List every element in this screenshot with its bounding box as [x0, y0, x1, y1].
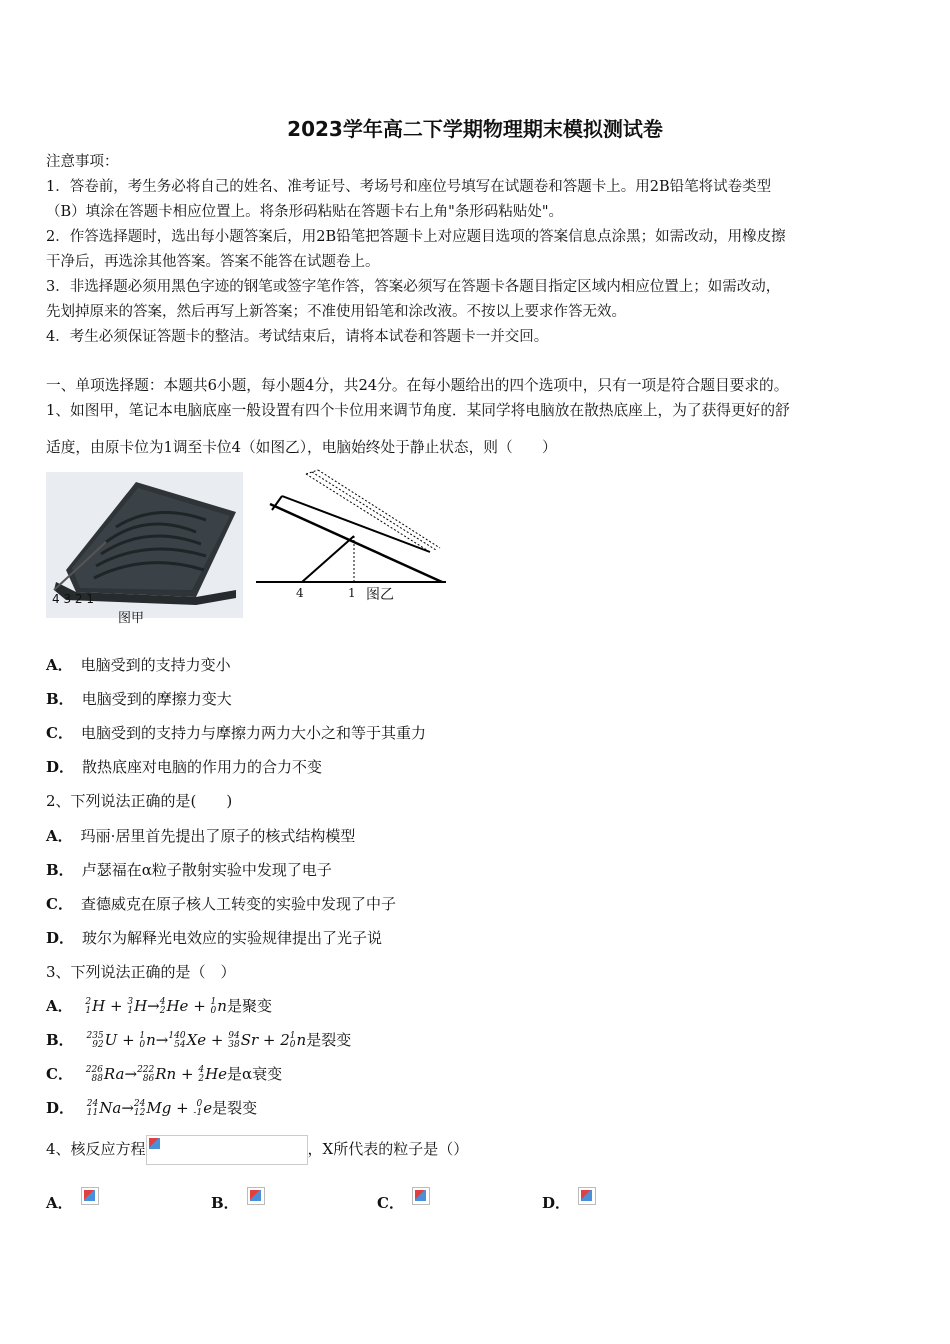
option-text: 卢瑟福在α粒子散射实验中发现了电子 — [81, 861, 332, 879]
q3-option-a[interactable] — [46, 995, 272, 1017]
laptop-stand-photo — [46, 472, 243, 626]
q4-option-d[interactable] — [542, 1192, 596, 1214]
notice-line: 1．答卷前，考生务必将自己的姓名、准考证号、考场号和座位号填写在试题卷和答题卡上。用2B铅笔将试卷类型 — [46, 179, 772, 195]
broken-image-icon — [578, 1187, 596, 1205]
q1-option-a[interactable] — [46, 654, 231, 676]
nuclear-equation: 2 1 H + 3 1 H→ 4 2 He + 1 0 n — [85, 997, 227, 1016]
broken-image-icon — [412, 1187, 430, 1205]
q4-stem-text: ，X所代表的粒子是（） — [307, 1140, 469, 1158]
q1-stem: 适度，由原卡位为1调至卡位4（如图乙），电脑始终处于静止状态，则（ ） — [46, 439, 557, 456]
section-heading: 一、单项选择题：本题共6小题，每小题4分，共24分。在每小题给出的四个选项中，只有一项是符合题目要求的。 — [46, 377, 789, 394]
notice-line: 4．考生必须保证答题卡的整洁。考试结束后，请将本试卷和答题卡一并交回。 — [46, 329, 549, 345]
q4-option-b[interactable] — [211, 1192, 265, 1214]
option-text: 散热底座对电脑的作用力的合力不变 — [82, 758, 323, 776]
page-title: 2023学年高二下学期物理期末模拟测试卷 — [287, 117, 663, 141]
figure-label: 图乙 — [366, 587, 394, 603]
option-key: D． — [46, 758, 75, 776]
q2-option-d[interactable] — [46, 927, 382, 949]
option-key: D． — [46, 929, 75, 947]
q2-option-a[interactable] — [46, 825, 355, 847]
notice-line: 2．作答选择题时，选出每小题答案后，用2B铅笔把答题卡上对应题目选项的答案信息点涂黑；如需改动，用橡皮擦 — [46, 229, 786, 245]
notice-line: 3．非选择题必须用黑色字迹的钢笔或签字笔作答，答案必须写在答题卡各题目指定区域内相应位置上；如需改动， — [46, 279, 781, 295]
option-key: B． — [46, 861, 74, 879]
figure-label: 图甲 — [118, 611, 145, 626]
q4-stem-text: 4、核反应方程 — [46, 1140, 146, 1158]
option-key: C． — [377, 1194, 404, 1212]
option-key: B． — [211, 1194, 239, 1212]
option-text: 是聚变 — [226, 997, 272, 1015]
q4-option-c[interactable] — [377, 1192, 430, 1214]
option-key: C． — [46, 724, 73, 742]
broken-image-icon — [247, 1187, 265, 1205]
option-key: A． — [46, 827, 73, 845]
option-key: C． — [46, 895, 73, 913]
notice-line: 干净后，再选涂其他答案。答案不能答在试题卷上。 — [46, 254, 380, 270]
broken-image-icon — [147, 1136, 163, 1152]
q1-option-b[interactable] — [46, 688, 232, 710]
option-text: 玛丽·居里首先提出了原子的核式结构模型 — [80, 827, 356, 845]
q4-stem — [46, 1134, 468, 1165]
nuclear-equation: 24 11 Na→ 24 12 Mg + 0 -1 e — [86, 1099, 213, 1118]
option-text: 电脑受到的支持力与摩擦力两力大小之和等于其重力 — [80, 724, 426, 742]
nuclear-equation: 226 88 Ra→ 222 86 Rn + 4 2 He — [85, 1065, 228, 1084]
q2-option-b[interactable] — [46, 859, 332, 881]
option-text: 是裂变 — [306, 1031, 352, 1049]
q3-option-d[interactable] — [46, 1097, 257, 1119]
q3-option-c[interactable] — [46, 1063, 282, 1085]
broken-image-equation — [146, 1135, 308, 1165]
option-text: 是α衰变 — [227, 1065, 283, 1083]
stand-schematic-diagram — [252, 466, 452, 606]
q3-option-b[interactable] — [46, 1029, 351, 1051]
notice-line: 先划掉原来的答案，然后再写上新答案；不准使用铅笔和涂改液。不按以上要求作答无效。 — [46, 304, 626, 320]
option-key: C． — [46, 1065, 73, 1083]
notice-heading: 注意事项： — [46, 154, 119, 170]
q2-stem: 2、下列说法正确的是( ) — [46, 792, 233, 810]
option-key: A． — [46, 656, 73, 674]
option-text: 玻尔为解释光电效应的实验规律提出了光子说 — [82, 929, 383, 947]
option-key: D． — [46, 1099, 75, 1117]
option-key: A． — [46, 997, 73, 1015]
option-text: 电脑受到的支持力变小 — [80, 656, 231, 674]
option-key: B． — [46, 1031, 74, 1049]
option-text: 电脑受到的摩擦力变大 — [81, 690, 232, 708]
option-text: 查德威克在原子核人工转变的实验中发现了中子 — [80, 895, 396, 913]
option-key: B． — [46, 690, 74, 708]
option-key: D． — [542, 1194, 571, 1212]
notice-line: （B）填涂在答题卡相应位置上。将条形码粘贴在答题卡右上角"条形码粘贴处"。 — [46, 204, 563, 220]
option-text: 是裂变 — [212, 1099, 258, 1117]
q4-option-a[interactable] — [46, 1192, 99, 1214]
slot-mark: 1 — [348, 586, 356, 600]
slot-mark: 4 — [296, 586, 304, 600]
nuclear-equation: 235 92 U + 1 0 n→ 140 54 Xe + 94 38 Sr + 2 1 0 n — [86, 1031, 307, 1050]
q2-option-c[interactable] — [46, 893, 396, 915]
q1-option-d[interactable] — [46, 756, 322, 778]
broken-image-icon — [81, 1187, 99, 1205]
option-key: A． — [46, 1194, 73, 1212]
q1-stem: 1、如图甲，笔记本电脑底座一般设置有四个卡位用来调节角度．某同学将电脑放在散热底座上，为了获得更好的舒 — [46, 402, 790, 419]
q1-option-c[interactable] — [46, 722, 426, 744]
slot-markers: 4 3 2 1 — [52, 592, 94, 606]
q3-stem: 3、下列说法正确的是（ ） — [46, 963, 236, 981]
